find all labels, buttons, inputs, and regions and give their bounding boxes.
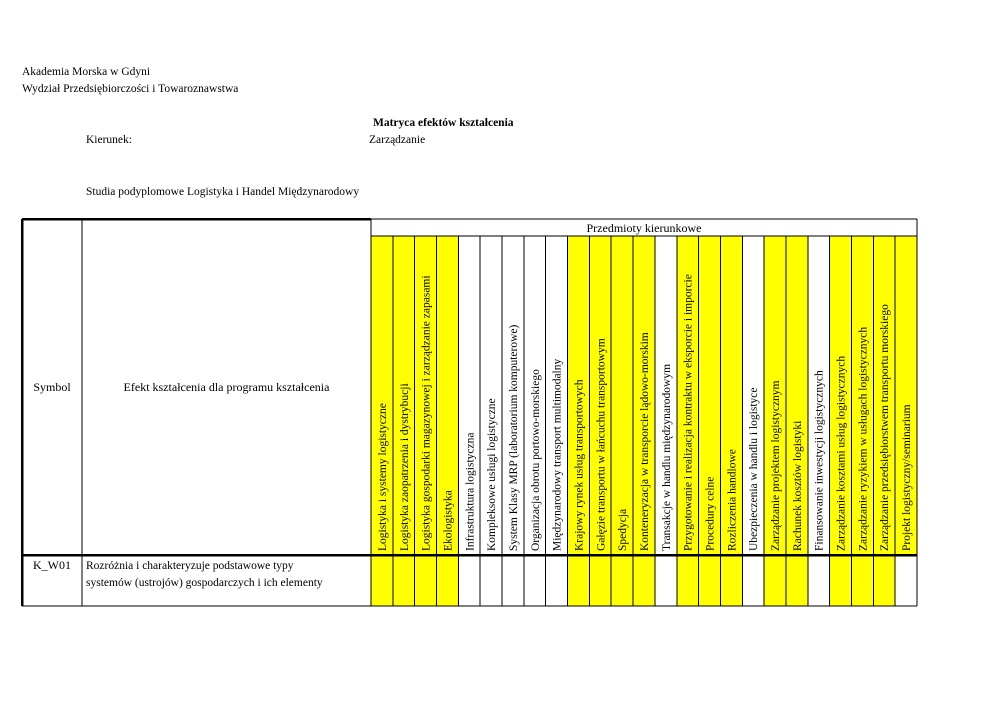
matrix-cell-highlight — [371, 555, 393, 606]
row-effect-text: systemów (ustrojów) gospodarczych i ich elementy — [86, 577, 323, 589]
effect-header: Efekt kształcenia dla programu kształcenia — [123, 380, 330, 394]
institution-name: Akademia Morska w Gdyni — [22, 66, 151, 78]
subject-header-label: Infrastruktura logistyczna — [464, 432, 477, 551]
subject-header-label: Spedycja — [617, 508, 630, 551]
direction-label: Kierunek: — [86, 134, 132, 146]
matrix-cell-highlight — [851, 555, 873, 606]
symbol-header: Symbol — [33, 380, 71, 394]
subject-header-label: Projekt logistyczny/seminarium — [901, 404, 914, 551]
subject-header-label: Logistyka zaopatrzenia i dystrybucji — [398, 383, 411, 551]
subject-header-label: Rachunek kosztów logistyki — [791, 420, 804, 551]
row-symbol: K_W01 — [33, 558, 71, 572]
matrix-cell-highlight — [677, 555, 699, 606]
subject-header-label: Organizacja obrotu portowo-morskiego — [529, 369, 542, 551]
subject-header-label: Zarządzanie projektem logistycznym — [770, 380, 783, 551]
matrix-cell-highlight — [786, 555, 808, 606]
subject-header-label: Międzynarodowy transport multimodalny — [551, 358, 564, 551]
subject-header-highlight — [611, 236, 633, 555]
faculty-name: Wydział Przedsiębiorczości i Towaroznawstwa — [22, 83, 239, 95]
matrix-cell-highlight — [720, 555, 742, 606]
subject-header-label: Konteneryzacja w transporcie lądowo-morskim — [639, 332, 651, 551]
subject-header-label: Zarządzanie ryzykiem w usługach logistycznych — [857, 326, 870, 551]
matrix-cell-highlight — [393, 555, 415, 606]
direction-value: Zarządzanie — [369, 134, 426, 146]
program-name: Studia podyplomowe Logistyka i Handel Międzynarodowy — [86, 186, 360, 198]
subject-header-label: Zarządzanie kosztami usług logistycznych — [835, 355, 848, 551]
matrix-cell-highlight — [415, 555, 437, 606]
matrix-cell-highlight — [764, 555, 786, 606]
subject-header-label: Gałęzie transportu w łańcuchu transportowym — [595, 338, 608, 551]
subject-header-label: Ekologistyka — [442, 490, 455, 551]
matrix-cell-highlight — [437, 555, 459, 606]
subject-header-label: Logistyka i systemy logistyczne — [376, 403, 389, 551]
matrix-cell-highlight — [589, 555, 611, 606]
subject-header-label: Ubezpieczenia w handlu i logistyce — [748, 387, 761, 551]
subject-header-label: Przygotowanie i realizacja kontraktu w eksporcie i imporcie — [682, 274, 695, 551]
subject-header-label: System Klasy MRP (laboratorium komputerowe) — [507, 324, 520, 551]
subject-header-label: Kompleksowe usługi logistyczne — [486, 398, 499, 551]
subject-header-label: Rozliczenia handlowe — [726, 449, 739, 551]
matrix-cell-highlight — [611, 555, 633, 606]
document-title: Matryca efektów kształcenia — [373, 117, 514, 129]
row-effect-text: Rozróżnia i charakteryzuje podstawowe typy — [86, 560, 294, 572]
subject-header-label: Transakcje w handlu międzynarodowym — [660, 363, 673, 551]
matrix-cell-highlight — [873, 555, 895, 606]
matrix-cell-highlight — [568, 555, 590, 606]
group-header: Przedmioty kierunkowe — [586, 221, 702, 235]
subject-header-label: Zarządzanie przedsiębiorstwem transportu morskiego — [879, 304, 892, 551]
subject-header-label: Procedury celne — [704, 476, 717, 551]
matrix-cell-highlight — [633, 555, 655, 606]
subject-header-label: Krajowy rynek usług transportowych — [573, 379, 586, 551]
subject-header-label: Logistyka gospodarki magazynowej i zarządzanie zapasami — [420, 275, 433, 551]
matrix-cell-highlight — [830, 555, 852, 606]
subject-header-label: Finansowanie inwestycji logistycznych — [813, 370, 826, 551]
matrix-cell-highlight — [699, 555, 721, 606]
